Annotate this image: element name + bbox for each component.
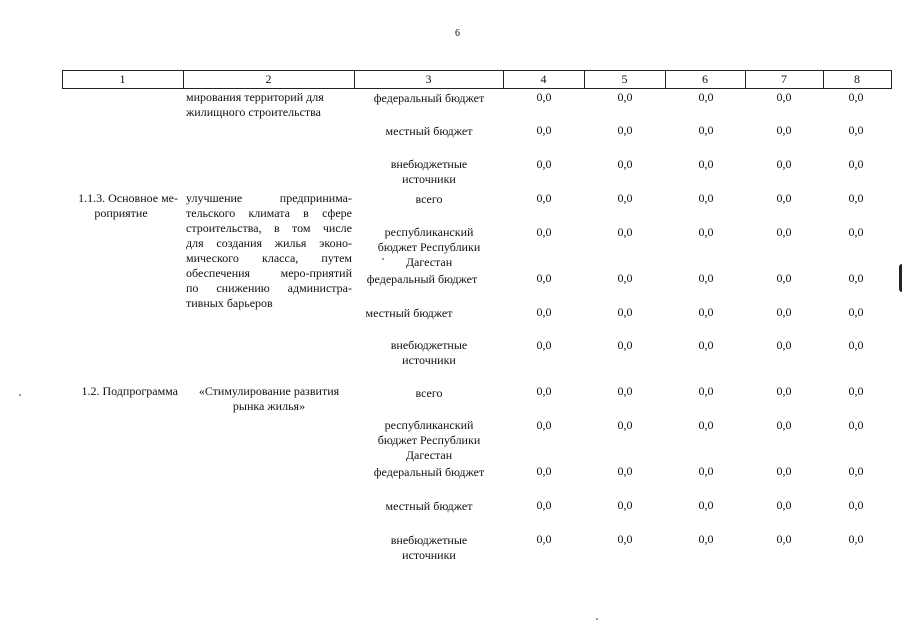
value-cell: 0,0 [776,498,792,512]
value-cell: 0,0 [698,123,714,137]
funding-source: федеральный бюджет [373,465,485,479]
value-cell: 0,0 [617,225,633,239]
value-cell: 0,0 [617,271,633,285]
text-line: мирования территорий для [186,90,324,104]
value-cell: 0,0 [698,464,714,478]
text-line: Дагестан [405,448,453,462]
scan-speck [382,258,384,260]
text-line: улучшение предпринима- [186,191,352,205]
funding-source [362,533,496,563]
text-line: внебюджетные [390,338,468,352]
funding-source [362,157,496,187]
funding-source: федеральный бюджет [366,272,478,286]
binding-mark [899,264,905,292]
value-cell: 0,0 [536,191,552,205]
text-line: мического класса, путем [186,251,352,265]
text-line: Дагестан [405,255,453,269]
value-cell: 0,0 [776,532,792,546]
value-cell: 0,0 [617,338,633,352]
value-cell: 0,0 [536,498,552,512]
value-cell: 0,0 [536,384,552,398]
text-line: республиканский [384,225,474,239]
header-col-6: 6 [702,72,708,86]
value-cell: 0,0 [848,338,864,352]
funding-source [362,338,496,368]
text-line: источники [402,548,456,562]
text-line: роприятие [94,206,148,220]
value-cell: 0,0 [776,271,792,285]
value-cell: 0,0 [848,384,864,398]
text-line: тивных барьеров [186,296,273,310]
funding-source [362,225,496,270]
value-cell: 0,0 [776,464,792,478]
value-cell: 0,0 [776,384,792,398]
value-cell: 0,0 [698,305,714,319]
text-line: внебюджетные [390,533,468,547]
value-cell: 0,0 [617,157,633,171]
value-cell: 0,0 [536,123,552,137]
header-col-3: 3 [425,72,432,86]
funding-source: местный бюджет [365,306,453,320]
value-cell: 0,0 [536,271,552,285]
value-cell: 0,0 [536,532,552,546]
text-line: источники [402,353,456,367]
table-cell-description [186,191,352,311]
value-cell: 0,0 [617,464,633,478]
scan-speck [596,618,598,620]
text-line: 1.1.3. Основное ме- [78,191,178,205]
value-cell: 0,0 [617,123,633,137]
text-line: для создания жилья эконо- [186,236,352,250]
funding-source: всего [415,192,443,206]
text-line: «Стимулирование развития [198,384,340,398]
value-cell: 0,0 [698,90,714,104]
text-line: бюджет Республики [377,240,481,254]
value-cell: 0,0 [536,418,552,432]
funding-source: местный бюджет [385,499,473,513]
value-cell: 0,0 [776,305,792,319]
value-cell: 0,0 [848,157,864,171]
value-cell: 0,0 [848,90,864,104]
funding-source: федеральный бюджет [373,91,485,105]
header-col-5: 5 [621,72,628,86]
value-cell: 0,0 [617,90,633,104]
value-cell: 0,0 [848,191,864,205]
value-cell: 0,0 [848,271,864,285]
text-line: рынка жилья» [232,399,306,413]
funding-source: всего [415,386,443,400]
value-cell: 0,0 [698,338,714,352]
text-line: бюджет Республики [377,433,481,447]
value-cell: 0,0 [776,418,792,432]
header-col-7: 7 [781,72,787,86]
page-number: 6 [455,28,460,39]
value-cell: 0,0 [776,123,792,137]
value-cell: 0,0 [776,90,792,104]
text-line: строительства, в том числе [186,221,352,235]
funding-source: местный бюджет [385,124,473,138]
value-cell: 0,0 [848,532,864,546]
value-cell: 0,0 [698,418,714,432]
value-cell: 0,0 [698,271,714,285]
value-cell: 0,0 [698,225,714,239]
text-line: обеспечения меро-приятий [186,266,352,280]
table-cell-description [186,384,352,414]
value-cell: 0,0 [617,498,633,512]
value-cell: 0,0 [698,191,714,205]
value-cell: 0,0 [536,90,552,104]
value-cell: 0,0 [848,464,864,478]
text-line: республиканский [384,418,474,432]
value-cell: 0,0 [698,384,714,398]
value-cell: 0,0 [617,305,633,319]
header-col-2: 2 [265,72,272,86]
header-col-8: 8 [854,72,860,86]
table-cell-description [186,90,352,120]
value-cell: 0,0 [698,157,714,171]
text-line: жилищного строительства [186,105,321,119]
text-line: по снижению администра- [186,281,352,295]
text-line: источники [402,172,456,186]
value-cell: 0,0 [848,123,864,137]
scan-speck [19,394,21,396]
value-cell: 0,0 [617,418,633,432]
value-cell: 0,0 [848,225,864,239]
value-cell: 0,0 [536,225,552,239]
header-col-4: 4 [540,72,547,86]
value-cell: 0,0 [776,157,792,171]
text-line: внебюджетные [390,157,468,171]
value-cell: 0,0 [776,338,792,352]
funding-source [362,418,496,463]
value-cell: 0,0 [617,191,633,205]
table-cell-code [64,384,178,399]
value-cell: 0,0 [848,305,864,319]
value-cell: 0,0 [536,157,552,171]
value-cell: 0,0 [536,305,552,319]
value-cell: 0,0 [848,498,864,512]
value-cell: 0,0 [698,532,714,546]
table-header-top-rule [62,70,892,71]
value-cell: 0,0 [776,191,792,205]
value-cell: 0,0 [617,384,633,398]
text-line: тельского климата в сфере [186,206,352,220]
value-cell: 0,0 [698,498,714,512]
text-line: 1.2. Подпрограмма [81,384,178,398]
value-cell: 0,0 [848,418,864,432]
value-cell: 0,0 [536,464,552,478]
value-cell: 0,0 [536,338,552,352]
value-cell: 0,0 [617,532,633,546]
value-cell: 0,0 [776,225,792,239]
header-col-1: 1 [119,72,126,86]
table-header-bottom-rule [62,88,892,89]
header-divider [891,70,892,89]
table-cell-code [64,191,178,221]
